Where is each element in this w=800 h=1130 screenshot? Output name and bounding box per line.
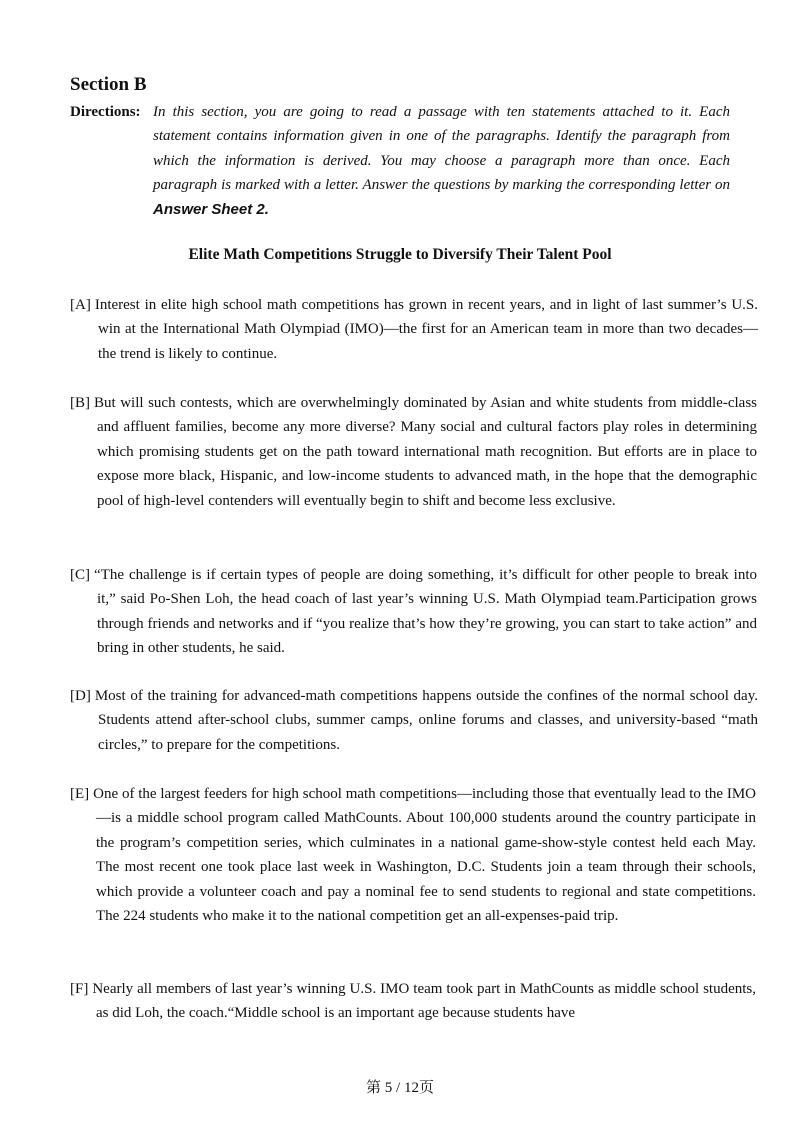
paragraph-label: [D] (70, 688, 91, 704)
paragraph-text: Most of the training for advanced-math competitions happens outside the confines of the normal school day. Students attend after-school clubs, summer camps, online forums and classes, and university-based “math circles,” to prepare for the competitions. (94, 688, 758, 753)
paragraph-a (70, 293, 758, 366)
paragraph-f (70, 977, 756, 1026)
paragraph-label: [F] (70, 981, 89, 997)
directions-text-container (153, 100, 730, 222)
paragraph-e (70, 782, 756, 928)
paragraph-label: [A] (70, 297, 91, 313)
paragraph-text: But will such contests, which are overwhelmingly dominated by Asian and white students from middle-class and affluent families, become any more diverse? Many social and cultural factors play roles in determining which promising students get on the path toward international math recognition. But efforts are in place to expose more black, Hispanic, and low-income students to advanced math, in the hope that the demographic pool of high-level contenders will eventually begin to shift and become less exclusive. (94, 395, 757, 509)
answer-sheet-label: Answer Sheet 2. (153, 200, 269, 218)
paragraph-b (70, 391, 757, 513)
directions-label: Directions: (70, 104, 141, 120)
directions-block (70, 100, 730, 222)
directions-text: In this section, you are going to read a passage with ten statements attached to it. Each statement contains information given in one of the paragraphs. Identify the paragraph from which the information is derived. You may choose a paragraph more than once. Each paragraph is marked with a letter. Answer the questions by marking the corresponding letter on (153, 104, 730, 194)
paragraph-text: Nearly all members of last year’s winning U.S. IMO team took part in MathCounts as middle school students, as did Loh, the coach.“Middle school is an important age because students have (92, 981, 756, 1022)
paragraph-label: [E] (70, 786, 90, 802)
page-number: 第 5 / 12页 (366, 1080, 434, 1096)
paragraph-c (70, 563, 757, 661)
paragraph-text: Interest in elite high school math competitions has grown in recent years, and in light of last summer’s U.S. win at the International Math Olympiad (IMO)—the first for an American team in more than two decades—the trend is likely to continue. (94, 297, 758, 362)
paragraph-text: “The challenge is if certain types of people are doing something, it’s difficult for other people to break into it,” said Po-Shen Loh, the head coach of last year’s winning U.S. Math Olympiad team.Participation grows through friends and networks and if “you realize that’s how they’re growing, you can start to take action” and bring in other students, he said. (94, 567, 757, 657)
paragraph-text: One of the largest feeders for high school math competitions—including those that eventually lead to the IMO—is a middle school program called MathCounts. About 100,000 students around the country participate in the program’s competition series, which culminates in a national game-show-style contest held each May. The most recent one took place last week in Washington, D.C. Students join a team through their schools, which provide a volunteer coach and pay a nominal fee to send students to regional and state competitions. The 224 students who make it to the national competition get an all-expenses-paid trip. (93, 786, 756, 925)
paragraph-d (70, 684, 758, 757)
section-title: Section B (70, 74, 147, 95)
article-title: Elite Math Competitions Struggle to Diversify Their Talent Pool (188, 246, 612, 263)
paragraph-label: [B] (70, 395, 90, 411)
paragraph-label: [C] (70, 567, 90, 583)
